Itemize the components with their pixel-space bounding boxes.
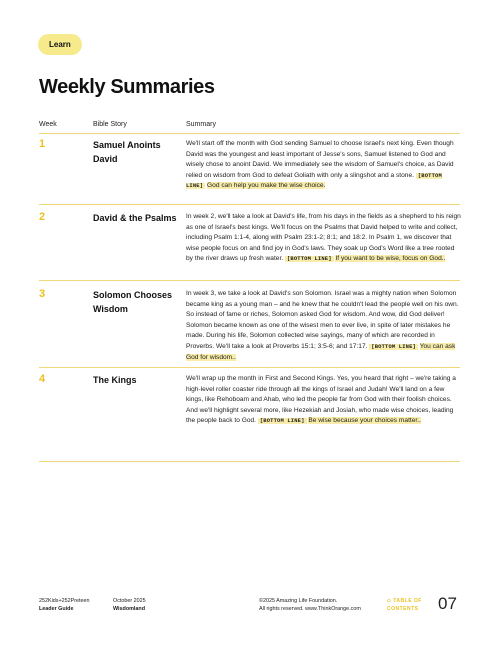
row-divider [39,461,460,462]
bottom-line-text: If you want to be wise, focus on God.. [335,255,446,263]
bottom-line-tag: [BOTTOM LINE] [259,418,305,425]
bible-story: David & the Psalms [93,213,177,223]
column-header-week: Week [39,121,57,128]
column-header-story: Bible Story [93,121,127,128]
bottom-line-text: Be wise because your choices matter.. [308,417,421,425]
footer-issue [113,597,146,613]
bottom-line-tag: [BOTTOM LINE] [286,256,332,263]
page-title: Weekly Summaries [39,76,215,98]
footer-program-name: 252Kids+252Preteen [39,598,90,604]
summary-body: In week 2, we'll take a look at David's life, from his days in the fields as a shepherd to his reign as one of Israel's best kings. We'll focus on the Psalms that David helped to write and collect, including Psalm 1:1-4, along with Psalm 23:1-2; 8:1; and 18:2. In Psalm 1, we discover that wise people focus on and find joy in God's laws. They soak up God's Word like a tree rooted by the river draws up fresh water. [186,213,461,263]
week-number: 4 [39,373,46,385]
footer-series: Wisdomland [113,606,145,612]
week-number: 1 [39,138,46,150]
week-number: 2 [39,211,46,223]
learn-tag: Learn [38,34,82,55]
summary-body: We'll start off the month with God sending Samuel to choose Israel's next king. Even though David was the youngest and least important of Jesse's sons, Samuel listened to God and wisely chose to anoint David. We immediately see the wisdom of Samuel's choice, as David relied on wisdom from God to defeat Goliath with only a slingshot and a stone. [186,140,454,179]
footer-date: October 2025 [113,598,146,604]
footer-guide: Leader Guide [39,606,74,612]
table-of-contents-link[interactable] [387,598,422,613]
footer-copyright [259,597,361,613]
summary-body: We'll wrap up the month in First and Second Kings. Yes, you heard that right – we're taking a high-level roller coaster ride through all the kings of Israel and Judah! We'll land on a few kings, like Rehoboam and Ahab, who led the people far from God with their foolish choices. And we'll highlight several more, like Hezekiah and Josiah, who made wise choices, leading the people back to God. [186,375,456,425]
summary-text [186,374,462,427]
bottom-line-tag: [BOTTOM LINE] [186,172,442,190]
bottom-line-text: You can ask God for wisdom.. [186,342,456,361]
row-divider [39,280,460,281]
bible-story: The Kings [93,375,137,385]
footer-program [39,597,90,613]
summary-text [186,289,462,363]
week-number: 3 [39,288,46,300]
row-divider [39,204,460,205]
bible-story: Solomon Chooses Wisdom [93,290,173,314]
summary-body: In week 3, we take a look at David's son Solomon. Israel was a mighty nation when Solomon became king as a young man – and he knew that he couldn't lead the people well on his own. So instead of fame or riches, Solomon asked God for wisdom. And wow, did God deliver! Solomon became known as one of the wisest men to ever live, in spite of later mistakes he made. During his life, Solomon collected wise sayings, many of which are recorded in Proverbs. We'll take a look at Proverbs 15:1; 3:5-6; and 17:17. [186,290,459,350]
rights-text: All rights reserved. www.ThinkOrange.com [259,606,361,612]
row-divider [39,367,460,368]
toc-label-line2: CONTENTS [387,605,419,612]
column-header-summary: Summary [186,121,216,128]
bible-story: Samuel Anoints David [93,140,161,164]
summary-text [186,139,462,192]
copyright-text: ©2025 Amazing Life Foundation. [259,598,338,604]
bottom-line-text: God can help you make the wise choice. [207,182,326,190]
toc-label-line1: ◇ TABLE OF [387,598,422,604]
header-divider [39,133,460,134]
summary-text [186,212,462,265]
bottom-line-tag: [BOTTOM LINE] [371,343,416,350]
page-number: 07 [438,594,457,613]
